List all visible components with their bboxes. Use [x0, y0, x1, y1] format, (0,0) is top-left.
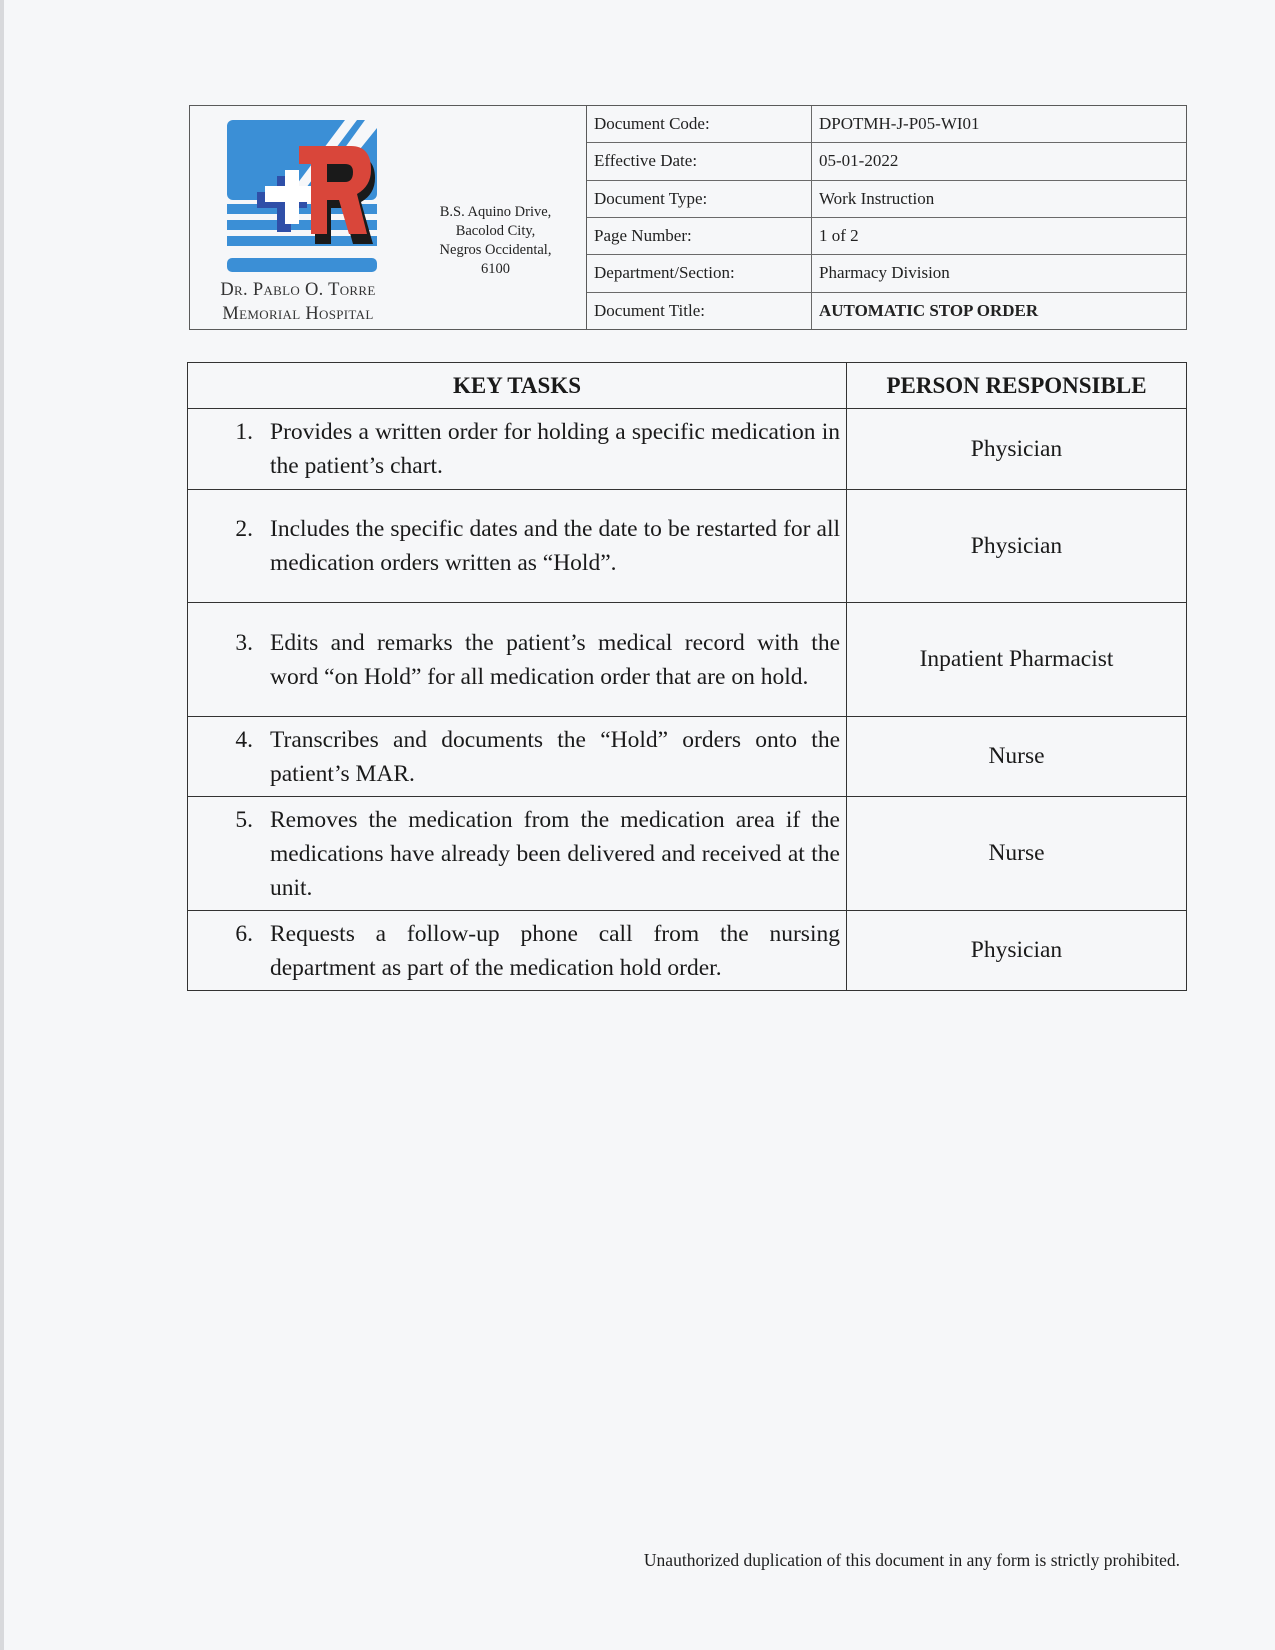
task-text: Includes the specific dates and the date to be restarted for all medication orders written as “Hold”. [270, 516, 840, 576]
hospital-name-line1: Dr. Pablo O. Torre [220, 280, 376, 300]
document-title: AUTOMATIC STOP ORDER [819, 300, 1039, 320]
table-row [188, 911, 1187, 991]
task-cell [188, 490, 847, 603]
task-number: 2. [235, 516, 253, 542]
task-text: Requests a follow-up phone call from the nursing department as part of the medication hold order. [270, 920, 840, 981]
scan-edge [0, 0, 4, 1650]
document-header [189, 105, 1187, 330]
table-row [188, 409, 1187, 490]
task-cell [188, 409, 847, 490]
meta-row-document-type [587, 181, 1186, 218]
meta-label: Page Number: [587, 218, 812, 254]
meta-label: Effective Date: [587, 143, 812, 179]
meta-label: Document Code: [587, 106, 812, 142]
meta-row-effective-date [587, 143, 1186, 180]
address-line: B.S. Aquino Drive, [439, 204, 552, 220]
column-header-key-tasks: KEY TASKS [188, 363, 847, 409]
meta-value: DPOTMH-J-P05-WI01 [819, 114, 980, 134]
meta-value: 1 of 2 [819, 226, 859, 246]
task-text: Transcribes and documents the “Hold” orders onto the patient’s MAR. [270, 726, 840, 787]
task-text: Provides a written order for holding a specific medication in the patient’s chart. [270, 419, 840, 479]
person-responsible: Nurse [847, 797, 1187, 911]
task-number: 5. [235, 806, 253, 833]
table-row [188, 797, 1187, 911]
address-line: Negros Occidental, [439, 242, 552, 258]
task-cell [188, 797, 847, 911]
meta-label: Department/Section: [587, 255, 812, 291]
meta-value: 05-01-2022 [819, 151, 899, 171]
duplication-notice: Unauthorized duplication of this document in any form is strictly prohibited. [643, 1550, 1180, 1570]
table-row [188, 717, 1187, 797]
task-text: Edits and remarks the patient’s medical record with the word “on Hold” for all medication order that are on hold. [270, 629, 840, 690]
hospital-address [408, 203, 583, 279]
hospital-name [198, 278, 398, 326]
task-number: 1. [235, 419, 253, 445]
meta-label: Document Type: [587, 181, 812, 217]
task-cell [188, 911, 847, 991]
document-metadata [587, 106, 1186, 329]
person-responsible: Inpatient Pharmacist [847, 603, 1187, 717]
task-cell [188, 603, 847, 717]
table-row [188, 603, 1187, 717]
address-line: Bacolod City, [455, 223, 536, 239]
person-responsible: Physician [847, 911, 1187, 991]
hospital-name-line2: Memorial Hospital [222, 304, 374, 324]
meta-row-document-title [587, 293, 1186, 329]
column-header-person-responsible: PERSON RESPONSIBLE [847, 363, 1187, 409]
table-header-row [188, 363, 1187, 409]
meta-value: Pharmacy Division [819, 263, 950, 283]
key-tasks-table [187, 362, 1187, 991]
meta-row-page-number [587, 218, 1186, 255]
meta-row-document-code [587, 106, 1186, 143]
person-responsible: Physician [847, 490, 1187, 603]
hospital-branding [190, 106, 587, 329]
task-number: 3. [235, 629, 253, 656]
hospital-logo-cross-r-icon [227, 120, 385, 274]
meta-row-department [587, 255, 1186, 292]
table-row [188, 490, 1187, 603]
task-cell [188, 717, 847, 797]
task-number: 4. [235, 726, 253, 753]
meta-value: Work Instruction [819, 188, 935, 208]
person-responsible: Physician [847, 409, 1187, 490]
meta-label: Document Title: [587, 293, 812, 329]
person-responsible: Nurse [847, 717, 1187, 797]
address-line: 6100 [481, 261, 510, 277]
task-text: Removes the medication from the medication area if the medications have already been delivered and received at the unit. [270, 806, 840, 901]
task-number: 6. [235, 920, 253, 947]
